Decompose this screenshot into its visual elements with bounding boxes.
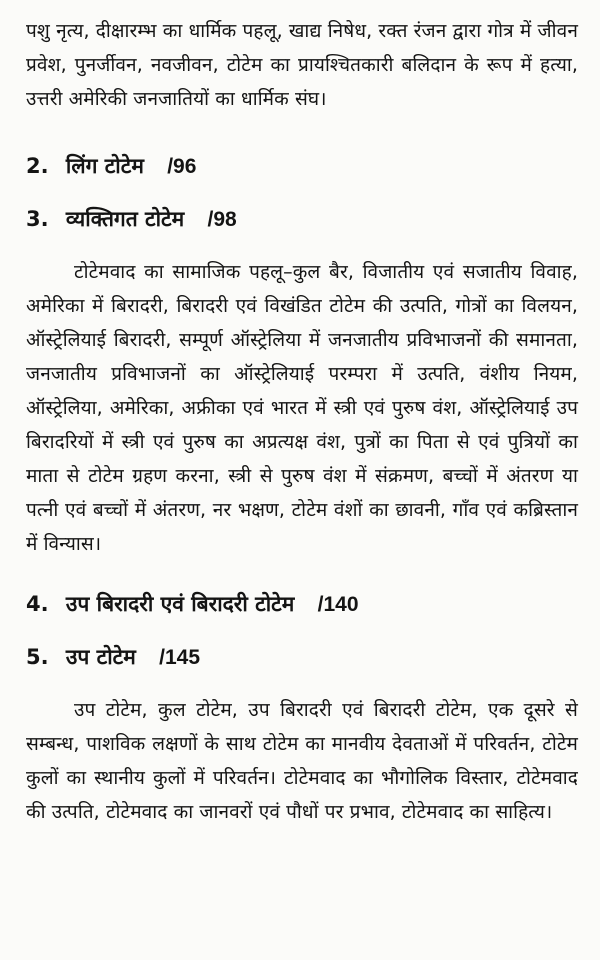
heading-phratry-totem <box>26 589 578 620</box>
heading-individual-totem <box>26 204 578 235</box>
heading-title: व्यक्तिगत टोटेम <box>65 207 185 231</box>
heading-number: 2. <box>26 154 49 178</box>
heading-sex-totem <box>26 151 578 182</box>
heading-page-ref: /98 <box>207 208 237 231</box>
heading-sub-totem <box>26 642 578 673</box>
heading-number: 4. <box>26 592 49 616</box>
heading-title: उप टोटेम <box>65 645 136 669</box>
heading-page-ref: /145 <box>159 646 201 669</box>
paragraph-social-aspect: टोटेमवाद का सामाजिक पहलू–कुल बैर, विजातीय एवं सजातीय विवाह, अमेरिका में बिरादरी, बिरादरी एवं विखंडित टोटेम की उत्पति, गोत्रों का विलयन, ऑस्ट्रेलियाई बिरादरी, सम्पूर्ण ऑस्ट्रेलिया में जनजातीय प्रविभाजनों की समानता, जनजातीय प्रविभाजनों का ऑस्ट्रेलियाई परम्परा में उत्पति, वंशीय नियम, ऑस्ट्रेलिया, अमेरिका, अफ्रीका एवं भारत में स्त्री एवं पुरुष वंश, ऑस्ट्रेलियाई उप बिरादरियों में स्त्री एवं पुरुष का अप्रत्यक्ष वंश, पुत्रों का पिता से एवं पुत्रियों का माता से टोटेम ग्रहण करना, स्त्री से पुरुष वंश में संक्रमण, बच्चों में अंतरण या पत्नी एवं बच्चों में अंतरण, नर भक्षण, टोटेम वंशों का छावनी, गाँव एवं कब्रिस्तान में विन्यास। <box>26 261 578 555</box>
heading-page-ref: /96 <box>167 155 197 178</box>
heading-page-ref: /140 <box>317 593 359 616</box>
heading-number: 3. <box>26 207 49 231</box>
heading-title: उप बिरादरी एवं बिरादरी टोटेम <box>65 592 295 616</box>
heading-title: लिंग टोटेम <box>65 154 144 178</box>
paragraph-sub-totem: उप टोटेम, कुल टोटेम, उप बिरादरी एवं बिरादरी टोटेम, एक दूसरे से सम्बन्ध, पाशविक लक्षणों के साथ टोटेम का मानवीय देवताओं में परिवर्तन, टोटेम कुलों का स्थानीय कुलों में परिवर्तन। टोटेमवाद का भौगोलिक विस्तार, टोटेमवाद की उत्पति, टोटेमवाद का जानवरों एवं पौधों पर प्रभाव, टोटेमवाद का साहित्य। <box>26 699 578 823</box>
paragraph-religious-aspect: पशु नृत्य, दीक्षारम्भ का धार्मिक पहलू, खाद्य निषेध, रक्त रंजन द्वारा गोत्र में जीवन प्रवेश, पुनर्जीवन, नवजीवन, टोटेम का प्रायश्चितकारी बलिदान के रूप में हत्या, उत्तरी अमेरिकी जनजातियों का धार्मिक संघ। <box>26 20 578 110</box>
heading-number: 5. <box>26 645 49 669</box>
